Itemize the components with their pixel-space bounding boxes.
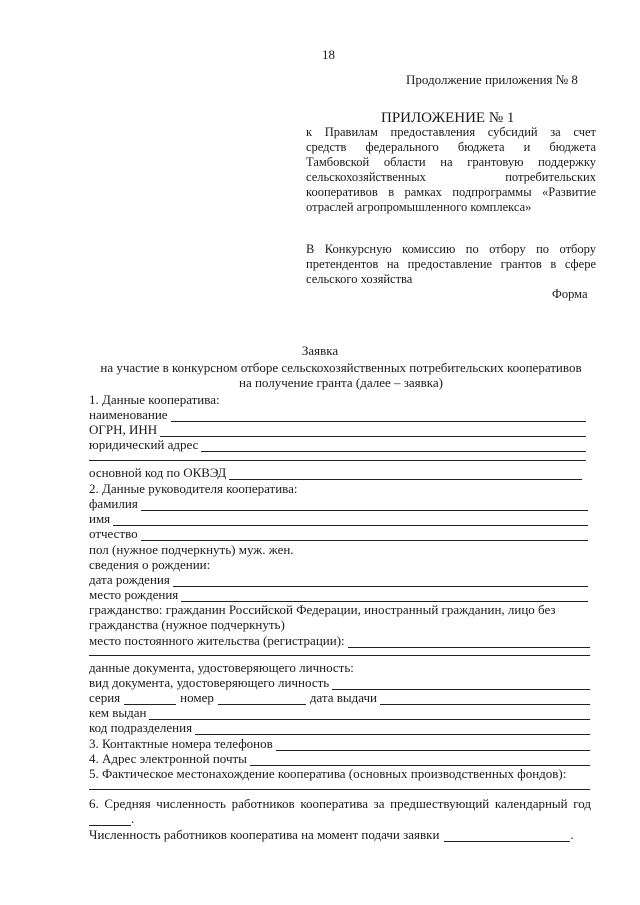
citizenship-note bbox=[89, 617, 285, 632]
application-subtitle: на участие в конкурсном отборе сельскохозяйственных потребительских кооперативов bbox=[100, 360, 582, 375]
dept-code-label: код подразделения bbox=[89, 720, 193, 735]
legal-address-line-2[interactable] bbox=[89, 460, 586, 461]
surname-label: фамилия bbox=[89, 496, 138, 511]
email-label: 4. Адрес электронной почты bbox=[89, 751, 247, 766]
name-field[interactable] bbox=[89, 407, 586, 422]
avg-staff-label: 6. Средняя численность работников кооператива за предшествующий календарный год bbox=[89, 796, 591, 811]
number-label: номер bbox=[180, 690, 214, 705]
addressee-line: претендентов на предоставление грантов в сфере bbox=[306, 257, 596, 271]
citizenship-field[interactable] bbox=[89, 602, 556, 617]
page-number: 18 bbox=[322, 47, 335, 62]
current-staff-label: Численность работников кооператива на момент подачи заявки bbox=[89, 827, 440, 842]
application-subtitle: на получение гранта (далее – заявка) bbox=[238, 375, 443, 390]
appendix-line: сельскохозяйственных потребительских bbox=[306, 170, 596, 184]
phones-line[interactable] bbox=[276, 738, 590, 751]
residence-field[interactable] bbox=[89, 633, 590, 648]
addressee-line: В Конкурсную комиссию по отбору по отбору bbox=[306, 242, 596, 256]
birth-info-heading bbox=[89, 557, 210, 572]
legal-address-line[interactable] bbox=[201, 439, 586, 452]
issue-date-line[interactable] bbox=[380, 692, 590, 705]
name-label: наименование bbox=[89, 407, 168, 422]
id-type-label: вид документа, удостоверяющего личность bbox=[89, 675, 330, 690]
gender-field[interactable] bbox=[89, 542, 294, 557]
birth-date-line[interactable] bbox=[173, 574, 588, 587]
first-name-field[interactable] bbox=[89, 511, 588, 526]
appendix-title: ПРИЛОЖЕНИЕ № 1 bbox=[381, 110, 515, 126]
location-label: 5. Фактическое местонахождение кооператива (основных производственных фондов): bbox=[89, 766, 567, 781]
current-staff-line[interactable] bbox=[444, 829, 570, 842]
ogrn-inn-label: ОГРН, ИНН bbox=[89, 422, 158, 437]
first-name-line[interactable] bbox=[113, 513, 588, 526]
section-1-heading bbox=[89, 392, 220, 407]
appendix-line: отраслей агропромышленного комплекса» bbox=[306, 200, 532, 214]
residence-line[interactable] bbox=[348, 635, 590, 648]
continuation-label: Продолжение приложения № 8 bbox=[406, 72, 578, 87]
dept-code-line[interactable] bbox=[195, 722, 590, 735]
id-data-heading bbox=[89, 660, 354, 675]
patronymic-field[interactable] bbox=[89, 526, 588, 541]
legal-address-field[interactable] bbox=[89, 437, 586, 452]
okved-line[interactable] bbox=[229, 467, 582, 480]
birth-place-label: место рождения bbox=[89, 587, 179, 602]
id-type-line[interactable] bbox=[332, 677, 590, 690]
patronymic-label: отчество bbox=[89, 526, 138, 541]
section-1-label: 1. Данные кооператива: bbox=[89, 392, 220, 407]
legal-address-label: юридический адрес bbox=[89, 437, 199, 452]
series-label: серия bbox=[89, 690, 121, 705]
current-staff-period: . bbox=[570, 827, 574, 842]
issued-by-label: кем выдан bbox=[89, 705, 147, 720]
issue-date-label: дата выдачи bbox=[309, 690, 377, 705]
form-label: Форма bbox=[552, 287, 588, 301]
birth-date-label: дата рождения bbox=[89, 572, 170, 587]
ogrn-inn-field[interactable] bbox=[89, 422, 586, 437]
addressee-line: сельского хозяйства bbox=[306, 272, 413, 286]
residence-line-2[interactable] bbox=[89, 655, 590, 656]
avg-staff-line[interactable] bbox=[89, 813, 131, 826]
id-type-field[interactable] bbox=[89, 675, 590, 690]
avg-staff-field[interactable] bbox=[89, 796, 591, 811]
patronymic-line[interactable] bbox=[141, 528, 588, 541]
name-line[interactable] bbox=[171, 409, 586, 422]
okved-field[interactable] bbox=[89, 465, 582, 480]
gender-label: пол (нужное подчеркнуть) муж. жен. bbox=[89, 542, 294, 557]
email-field[interactable] bbox=[89, 751, 590, 766]
appendix-line: кооперативов в рамках подпрограммы «Развитие bbox=[306, 185, 596, 199]
application-title: Заявка bbox=[301, 343, 339, 358]
appendix-line: Тамбовской области на грантовую поддержку bbox=[306, 155, 596, 169]
avg-staff-blank[interactable] bbox=[89, 811, 134, 826]
birth-place-field[interactable] bbox=[89, 587, 588, 602]
section-2-heading bbox=[89, 481, 298, 496]
number-line[interactable] bbox=[218, 692, 306, 705]
surname-line[interactable] bbox=[141, 498, 588, 511]
issued-by-field[interactable] bbox=[89, 705, 590, 720]
phones-label: 3. Контактные номера телефонов bbox=[89, 736, 273, 751]
id-data-label: данные документа, удостоверяющего личность: bbox=[89, 660, 354, 675]
birth-place-line[interactable] bbox=[181, 589, 588, 602]
appendix-line: средств федерального бюджета и бюджета bbox=[306, 140, 596, 154]
phones-field[interactable] bbox=[89, 736, 590, 751]
location-field[interactable] bbox=[89, 766, 566, 781]
issued-by-line[interactable] bbox=[149, 707, 590, 720]
birth-date-field[interactable] bbox=[89, 572, 588, 587]
ogrn-inn-line[interactable] bbox=[160, 424, 586, 437]
residence-label: место постоянного жительства (регистрации): bbox=[89, 633, 345, 648]
surname-field[interactable] bbox=[89, 496, 588, 511]
okved-label: основной код по ОКВЭД bbox=[89, 465, 227, 480]
appendix-line: к Правилам предоставления субсидий за счет bbox=[306, 125, 596, 139]
birth-info-label: сведения о рождении: bbox=[89, 557, 211, 572]
dept-code-field[interactable] bbox=[89, 720, 590, 735]
citizenship-note-label: гражданства (нужное подчеркнуть) bbox=[89, 617, 285, 632]
id-details-field[interactable] bbox=[89, 690, 590, 705]
location-line[interactable] bbox=[89, 789, 590, 790]
email-line[interactable] bbox=[250, 753, 590, 766]
section-2-label: 2. Данные руководителя кооператива: bbox=[89, 481, 298, 496]
citizenship-label: гражданство: гражданин Российской Федерации, иностранный гражданин, лицо без bbox=[89, 602, 556, 617]
series-line[interactable] bbox=[124, 692, 176, 705]
current-staff-field[interactable] bbox=[89, 827, 574, 842]
avg-staff-period: . bbox=[131, 811, 135, 826]
first-name-label: имя bbox=[89, 511, 111, 526]
